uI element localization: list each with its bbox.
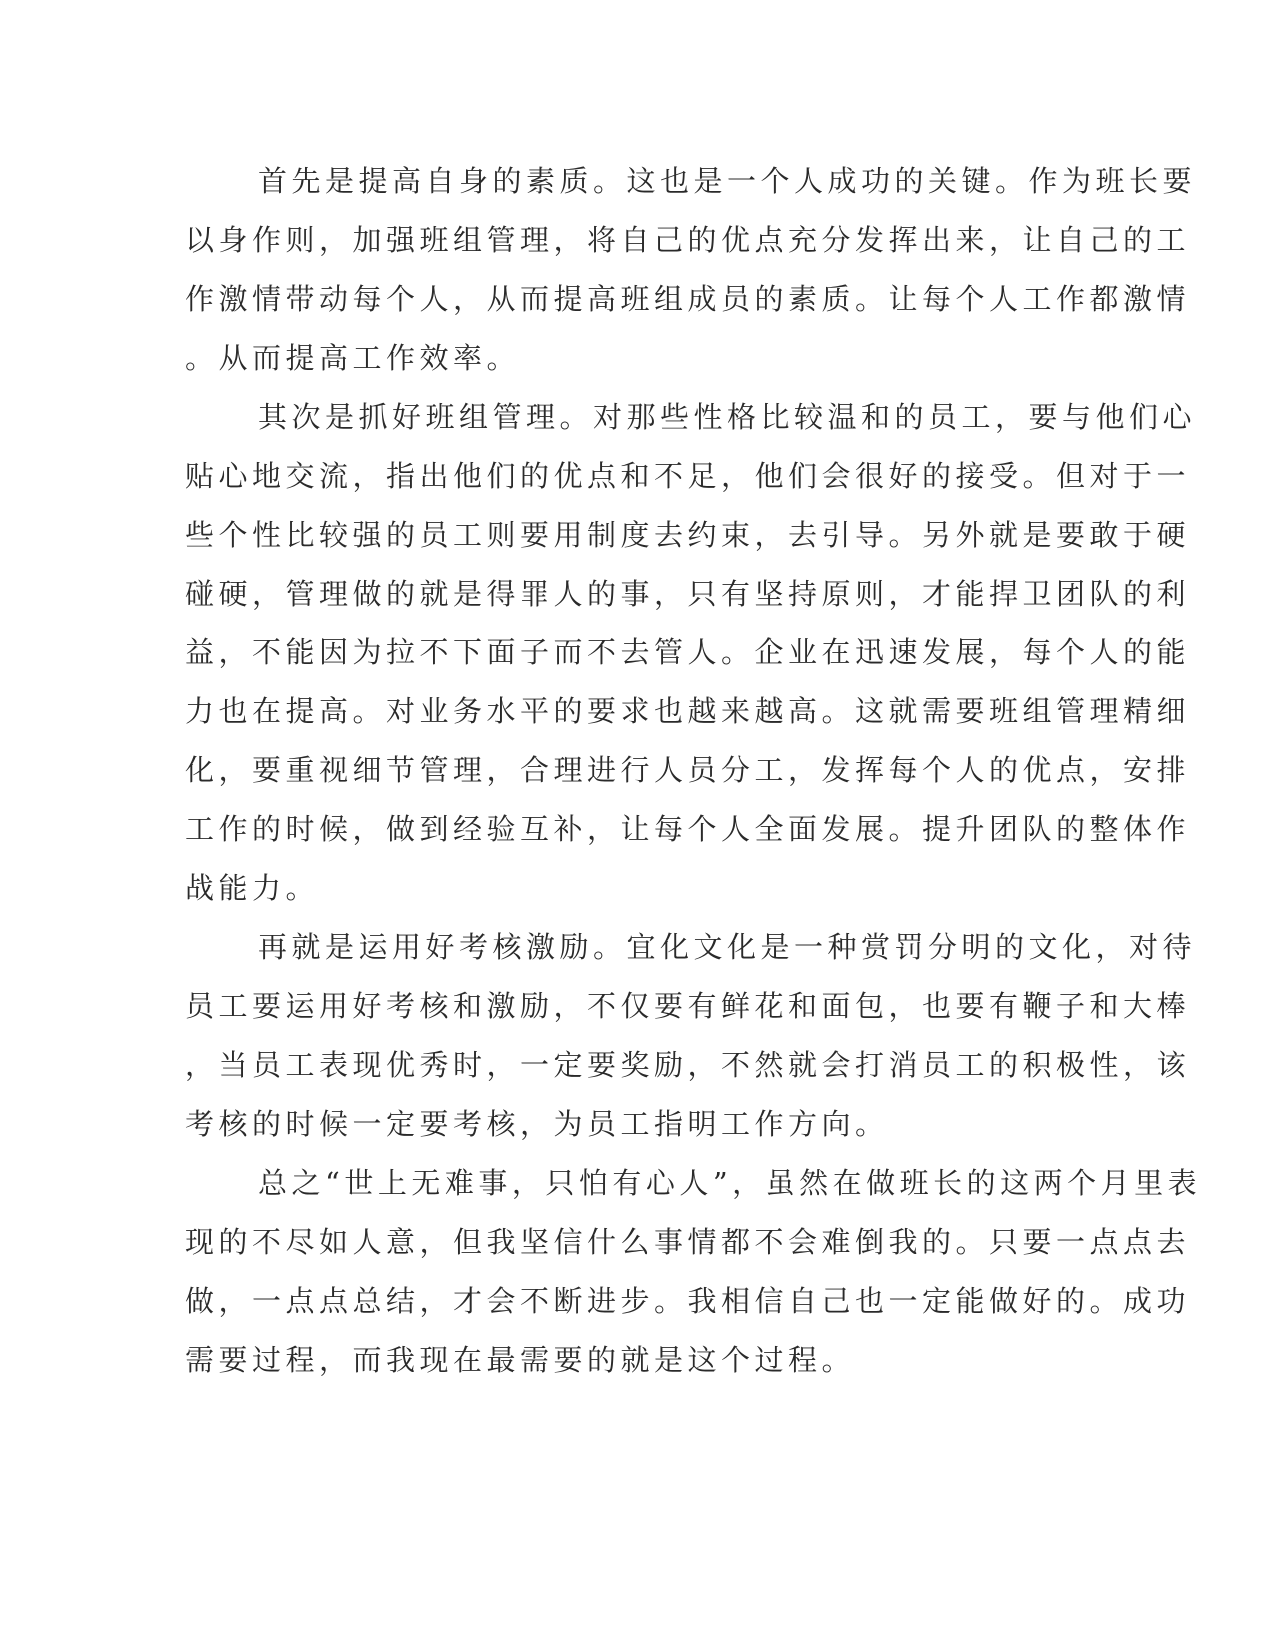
paragraph-3-line-2: 员工要运用好考核和激励，不仅要有鲜花和面包，也要有鞭子和大棒	[185, 989, 1191, 1023]
paragraph-2-line-2: 贴心地交流，指出他们的优点和不足，他们会很好的接受。但对于一	[185, 459, 1191, 493]
paragraph-1-line-2: 以身作则，加强班组管理，将自己的优点充分发挥出来，让自己的工	[185, 223, 1191, 257]
paragraph-4-line-4: 需要过程，而我现在最需要的就是这个过程。	[185, 1343, 856, 1377]
paragraph-1-line-4: 。从而提高工作效率。	[185, 341, 521, 375]
paragraph-2-line-7: 化，要重视细节管理，合理进行人员分工，发挥每个人的优点，安排	[185, 753, 1191, 787]
paragraph-4-line-1: 总之“世上无难事，只怕有心人”，虽然在做班长的这两个月里表	[258, 1166, 1202, 1200]
paragraph-2-line-9: 战能力。	[185, 871, 320, 905]
paragraph-2-line-8: 工作的时候，做到经验互补，让每个人全面发展。提升团队的整体作	[185, 812, 1191, 846]
paragraph-2-line-6: 力也在提高。对业务水平的要求也越来越高。这就需要班组管理精细	[185, 694, 1191, 728]
paragraph-2-line-3: 些个性比较强的员工则要用制度去约束，去引导。另外就是要敢于硬	[185, 518, 1191, 552]
paragraph-2-line-4: 碰硬，管理做的就是得罪人的事，只有坚持原则，才能捍卫团队的利	[185, 577, 1191, 611]
paragraph-2-line-1: 其次是抓好班组管理。对那些性格比较温和的员工，要与他们心	[258, 400, 1197, 434]
paragraph-2-line-5: 益，不能因为拉不下面子而不去管人。企业在迅速发展，每个人的能	[185, 635, 1191, 669]
paragraph-4-line-3: 做，一点点总结，才会不断进步。我相信自己也一定能做好的。成功	[185, 1284, 1191, 1318]
paragraph-1-line-3: 作激情带动每个人，从而提高班组成员的素质。让每个人工作都激情	[185, 282, 1191, 316]
paragraph-4-line-2: 现的不尽如人意，但我坚信什么事情都不会难倒我的。只要一点点去	[185, 1225, 1191, 1259]
paragraph-3-line-4: 考核的时候一定要考核，为员工指明工作方向。	[185, 1107, 889, 1141]
paragraph-3-line-1: 再就是运用好考核激励。宜化文化是一种赏罚分明的文化，对待	[258, 930, 1197, 964]
paragraph-3-line-3: ，当员工表现优秀时，一定要奖励，不然就会打消员工的积极性，该	[185, 1048, 1191, 1082]
paragraph-1-line-1: 首先是提高自身的素质。这也是一个人成功的关键。作为班长要	[258, 164, 1197, 198]
